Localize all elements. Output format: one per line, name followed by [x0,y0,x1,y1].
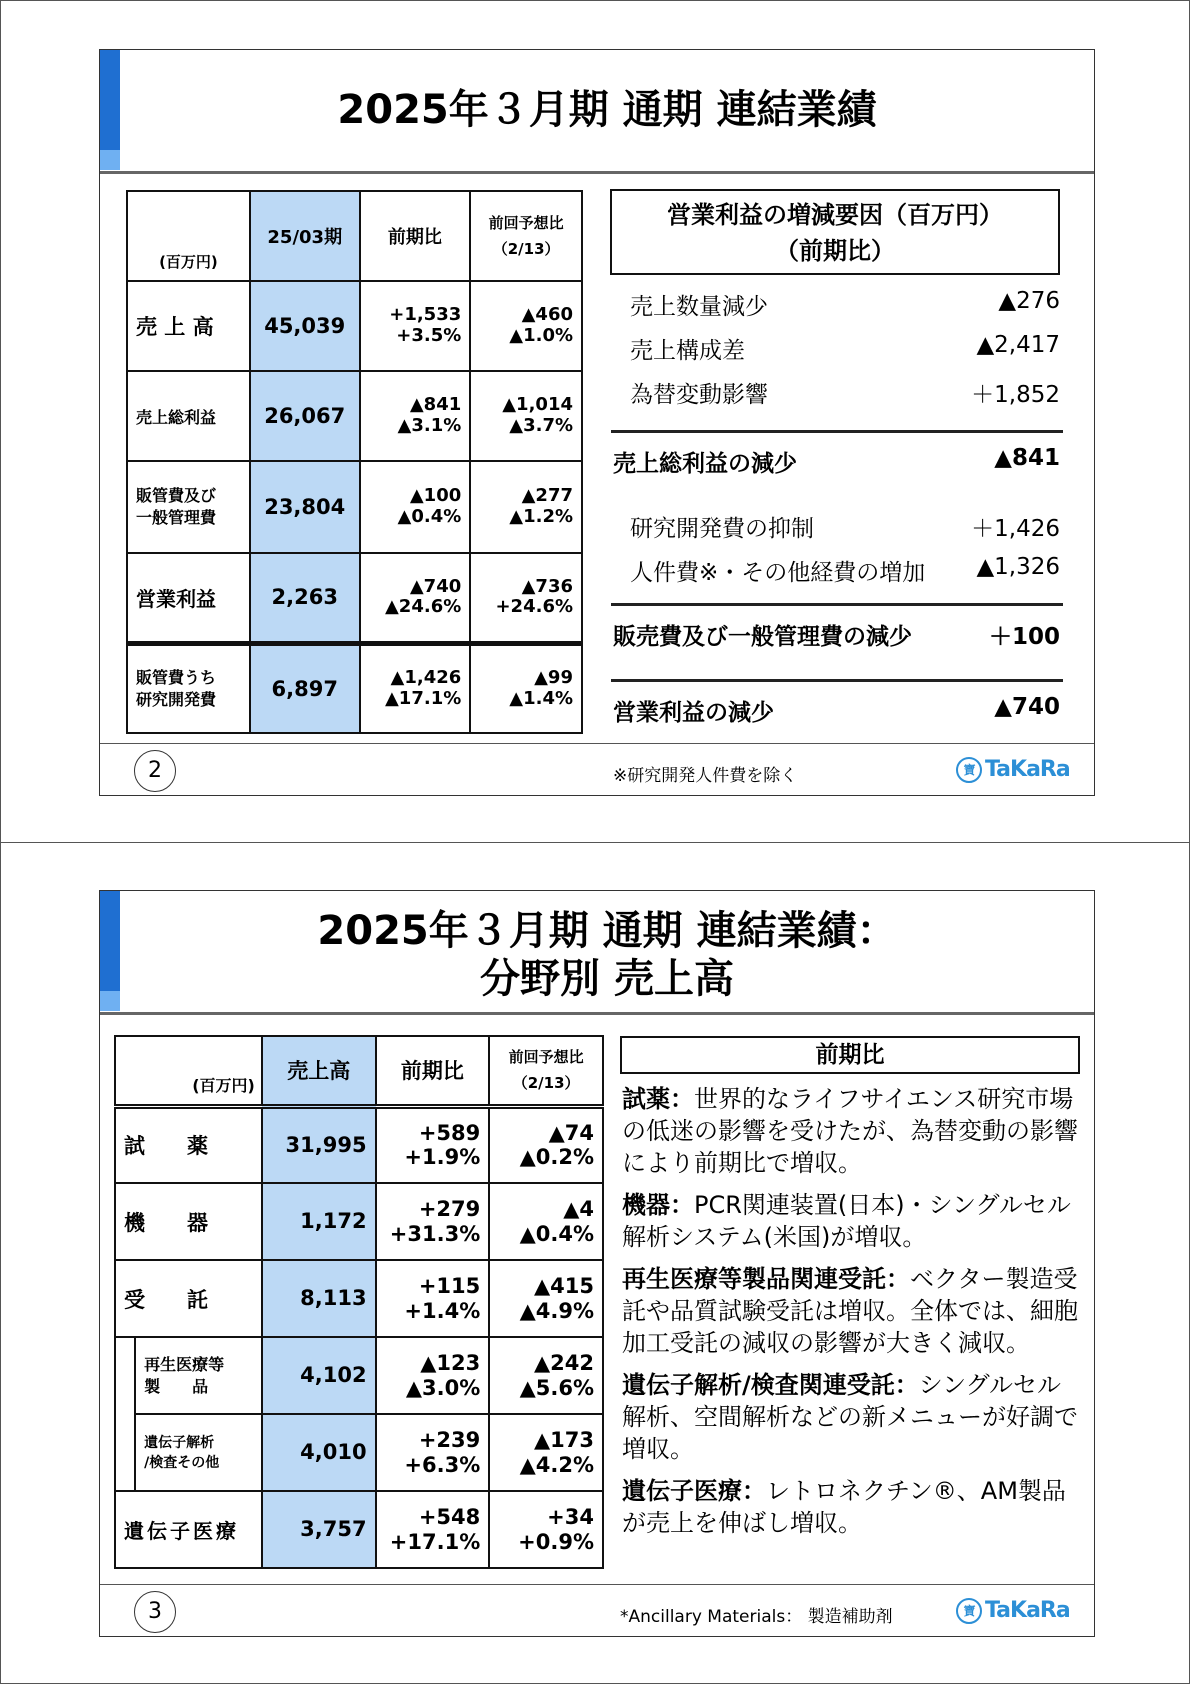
factor-label: 為替変動影響 [630,382,768,408]
yoy-percent: +1.9% [404,1145,481,1170]
col-header-forecast-line2: （2/13） [512,1074,580,1093]
col-header-forecast-line1: 前回予想比 [508,1048,584,1067]
segment-sales-table [114,1035,604,1569]
factors-heading: 営業利益の増減要因（百万円） [667,201,1003,229]
forecast-percent: ▲5.6% [519,1375,594,1400]
indent-spacer [115,1414,135,1491]
row-value: 3,757 [262,1491,376,1568]
title-divider [100,171,1094,174]
row-label: 営業利益 [127,553,250,643]
row-yoy [376,1106,490,1183]
factor-subtotal-label: 販売費及び一般管理費の減少 [613,624,912,650]
factor-total-value: ▲740 [994,694,1060,720]
yoy-percent: ▲0.4% [397,506,462,527]
row-label: 受 託 [115,1260,262,1337]
slide-title: 2025年３月期 通期 連結業績 [337,87,877,133]
note-heading: 試薬： [622,1085,694,1113]
factor-subtotal-value: ▲841 [994,445,1060,471]
logo-icon: 寶 [956,757,982,783]
page-number: 2 [134,750,176,792]
forecast-percent: +0.9% [518,1529,594,1554]
yoy-amount: ▲123 [420,1351,481,1376]
forecast-amount: ▲99 [534,667,573,689]
title-divider [100,1012,1094,1015]
row-forecast [470,643,582,733]
row-value: 31,995 [262,1106,376,1183]
row-value: 2,263 [250,553,360,643]
factor-subtotal-value: ＋100 [988,624,1060,650]
row-yoy [360,553,471,643]
note-heading: 機器： [622,1191,694,1219]
forecast-percent: ▲1.0% [509,325,573,346]
row-value: 26,067 [250,371,360,461]
forecast-percent: ▲1.4% [509,687,573,709]
slide-title-line2: 分野別 売上高 [480,956,734,1002]
forecast-amount: ▲1,014 [502,394,573,416]
factor-label: 売上構成差 [630,338,745,364]
forecast-amount: ▲173 [534,1428,594,1453]
row-value: 4,102 [262,1337,376,1414]
forecast-percent: ▲4.2% [519,1452,594,1477]
table-row [115,1491,603,1568]
yoy-percent: ▲17.1% [384,687,462,709]
yoy-percent: +6.3% [404,1452,481,1477]
factor-value: ▲276 [998,288,1060,314]
table-row [127,461,582,553]
row-value: 45,039 [250,281,360,371]
row-label: 試 薬 [115,1106,262,1183]
factor-divider [611,603,1063,606]
company-logo [956,1598,1070,1624]
notes-body [622,1083,1082,1549]
row-forecast [489,1183,603,1260]
table-row [127,643,582,733]
yoy-amount: ▲1,426 [390,667,462,689]
table-row [127,281,582,371]
row-label: 再生医療等 製 品 [135,1337,262,1414]
row-forecast [489,1337,603,1414]
note-text: シングルセル解析、空間解析などの新メニューが好調で増収。 [622,1371,1078,1463]
factor-value: ▲1,326 [976,554,1060,580]
yoy-percent: ▲3.1% [397,415,462,436]
slide-title-line1: 2025年３月期 通期 連結業績： [317,908,897,954]
footer-divider [100,1584,1094,1585]
factor-label: 研究開発費の抑制 [630,516,814,542]
col-header-forecast [470,191,582,281]
forecast-amount: ▲242 [534,1351,594,1376]
slide-3 [99,890,1095,1637]
forecast-percent: ▲3.7% [509,415,573,436]
note-gene-medicine [622,1475,1082,1539]
forecast-percent: ▲0.4% [519,1221,594,1246]
note-text: ベクター製造受託や品質試験受託は増収。全体では、細胞加工受託の減収の影響が大きく減収。 [622,1265,1078,1357]
forecast-amount: ▲415 [534,1274,594,1299]
yoy-amount: ▲740 [409,575,462,597]
note-text: レトロネクチン®、AM製品が売上を伸ばし増収。 [622,1477,1066,1537]
row-value: 23,804 [250,461,360,553]
row-forecast [489,1491,603,1568]
table-row [115,1183,603,1260]
row-yoy [376,1183,490,1260]
table-row [115,1106,603,1183]
note-heading: 遺伝子解析/検査関連受託： [622,1371,919,1399]
col-header-forecast [489,1036,603,1106]
table-row [127,371,582,461]
factor-divider [611,430,1063,433]
yoy-percent: +17.1% [389,1529,481,1554]
factor-divider [611,679,1063,682]
col-header-yoy: 前期比 [376,1036,490,1106]
forecast-amount: ▲4 [563,1197,594,1222]
forecast-percent: ▲0.2% [519,1145,594,1170]
row-yoy [360,461,471,553]
forecast-amount: ▲736 [521,575,573,597]
row-value: 4,010 [262,1414,376,1491]
forecast-percent: ▲4.9% [519,1298,594,1323]
footnote: ※研究開発人件費を除く [613,766,798,786]
footer-divider [100,743,1094,744]
row-value: 6,897 [250,643,360,733]
col-header-forecast-line1: 前回予想比 [488,214,564,232]
note-text: 世界的なライフサイエンス研究市場の低迷の影響を受けたが、為替変動の影響により前期比で増収。 [622,1085,1078,1177]
yoy-percent: ▲3.0% [405,1375,481,1400]
forecast-amount: ▲460 [521,304,573,326]
yoy-amount: +115 [418,1274,481,1299]
factor-value: ＋1,426 [971,516,1060,542]
yoy-amount: +279 [418,1197,481,1222]
table-row [115,1260,603,1337]
factor-total-label: 営業利益の減少 [613,700,774,726]
note-instruments [622,1189,1082,1253]
row-forecast [470,461,582,553]
logo-icon: 寶 [956,1598,982,1624]
footnote: *Ancillary Materials： 製造補助剤 [620,1607,893,1627]
note-genetic-analysis [622,1369,1082,1465]
row-label: 遺伝子解析 /検査その他 [135,1414,262,1491]
col-header-yoy: 前期比 [360,191,471,281]
col-header-sales: 売上高 [262,1036,376,1106]
factor-subtotal-label: 売上総利益の減少 [613,451,797,477]
slide-title [120,907,1094,1003]
row-yoy [360,281,471,371]
row-label: 売上総利益 [127,371,250,461]
table-row [115,1337,603,1414]
notes-heading: 前期比 [620,1036,1080,1074]
row-yoy [376,1260,490,1337]
yoy-amount: +239 [418,1428,481,1453]
accent-bar [100,50,120,150]
yoy-amount: ▲841 [409,394,462,416]
page-number: 3 [134,1591,176,1633]
factor-value: ▲2,417 [976,332,1060,358]
col-header-fy: 25/03期 [250,191,360,281]
row-forecast [489,1414,603,1491]
factor-value: ＋1,852 [971,382,1060,408]
note-text: PCR関連装置(日本)・シングルセル解析システム(米国)が増収。 [622,1191,1071,1251]
yoy-percent: +3.5% [396,325,462,346]
yoy-percent: +1.4% [404,1298,481,1323]
row-label: 機 器 [115,1183,262,1260]
table-row [127,553,582,643]
factor-label: 人件費※・その他経費の増加 [630,560,926,586]
factors-subheading: （前期比） [775,237,895,265]
unit-label: (百万円) [127,191,250,281]
note-heading: 遺伝子医療： [622,1477,766,1505]
note-regen-cdmo [622,1263,1082,1359]
company-logo [956,757,1070,783]
col-header-forecast-line2: （2/13） [492,240,560,258]
note-reagents [622,1083,1082,1179]
row-forecast [470,553,582,643]
logo-text: TaKaRa [985,757,1070,782]
row-value: 1,172 [262,1183,376,1260]
row-label: 販管費うち 研究開発費 [127,643,250,733]
row-yoy [376,1491,490,1568]
unit-label: (百万円) [115,1036,262,1106]
yoy-amount: +589 [418,1121,481,1146]
row-forecast [470,371,582,461]
row-yoy [360,643,471,733]
yoy-amount: ▲100 [409,485,462,507]
row-value: 8,113 [262,1260,376,1337]
yoy-percent: ▲24.6% [384,596,462,618]
factor-label: 売上数量減少 [630,294,768,320]
row-yoy [376,1414,490,1491]
factors-heading-box [610,189,1060,275]
row-yoy [360,371,471,461]
row-forecast [489,1106,603,1183]
row-label: 売 上 高 [127,281,250,371]
forecast-percent: +24.6% [495,596,573,618]
indent-spacer [115,1337,135,1414]
accent-bar-light [100,150,120,170]
row-forecast [470,281,582,371]
note-heading: 再生医療等製品関連受託： [622,1265,910,1293]
logo-text: TaKaRa [985,1598,1070,1623]
row-forecast [489,1260,603,1337]
yoy-amount: +548 [418,1505,481,1530]
row-label: 遺伝子医療 [115,1491,262,1568]
accent-bar [100,891,120,991]
row-yoy [376,1337,490,1414]
table-row [115,1414,603,1491]
accent-bar-light [100,991,120,1011]
page-bottom [0,842,1190,1684]
row-label: 販管費及び 一般管理費 [127,461,250,553]
yoy-amount: +1,533 [389,304,462,326]
slide-2 [99,49,1095,796]
forecast-percent: ▲1.2% [509,506,573,527]
forecast-amount: ▲277 [521,485,573,507]
yoy-percent: +31.3% [389,1221,481,1246]
forecast-amount: +34 [547,1505,594,1530]
forecast-amount: ▲74 [548,1121,594,1146]
results-table [126,190,583,734]
